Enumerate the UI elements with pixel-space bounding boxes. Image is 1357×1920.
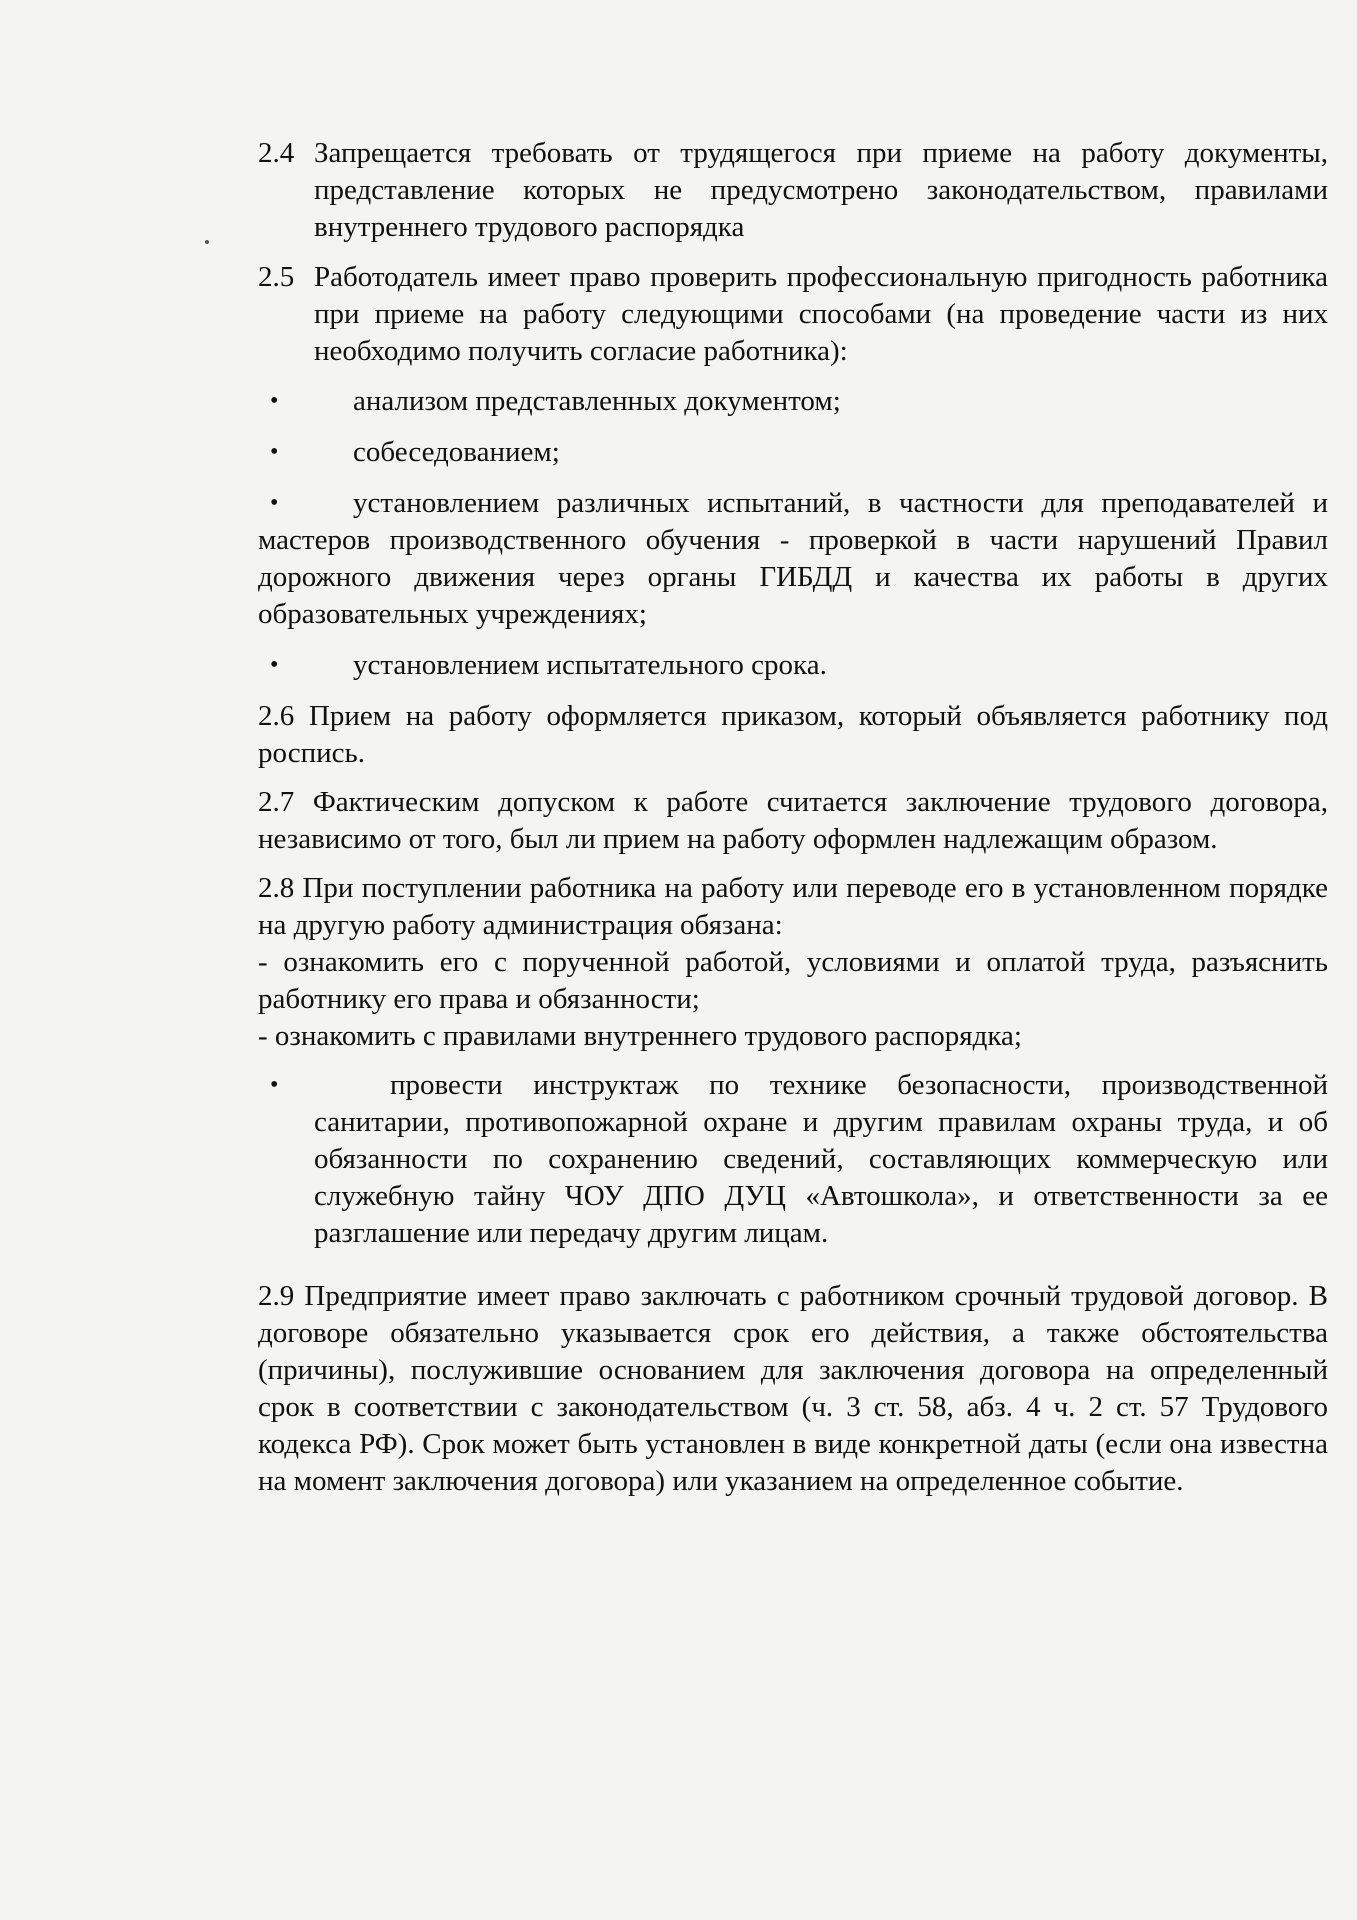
clause-2-7: 2.7 Фактическим допуском к работе считается заключение трудового договора, независимо от того, был ли прием на работу оформлен надлежащим образом. xyxy=(258,786,1328,855)
bullet-text: провести инструктаж по технике безопасности, производственной санитарии, противопожарной охране и другим правилам охраны труда, и об обязанности по сохранению сведений, составляющих коммерческую или служебную тайну ЧОУ ДПО ДУЦ «Автошкола», и ответственности за ее разглашение или передачу другим лицам. xyxy=(314,1069,1328,1249)
bullet-text: анализом представленных документом; xyxy=(353,385,841,417)
clause-number: 2.4 xyxy=(258,137,295,169)
duty-item: - ознакомить с правилами внутреннего трудового распорядка; xyxy=(258,1020,1022,1052)
bullet-text: установлением различных испытаний, в частности для преподавателей и мастеров производственного обучения - проверкой в части нарушений Правил дорожного движения через органы ГИБДД и качества их работы в других образовательных учреждениях; xyxy=(258,487,1328,630)
bullet-item xyxy=(258,383,1328,420)
clause-2-9: 2.9 Предприятие имеет право заключать с работником срочный трудовой договор. В договоре обязательно указывается срок его действия, а также обстоятельства (причины), послужившие основанием для заключения договора на определенный срок в соответствии с законодательством (ч. 3 ст. 58, абз. 4 ч. 2 ст. 57 Трудового кодекса РФ). Срок может быть установлен в виде конкретной даты (если она известна на момент заключения договора) или указанием на определенное событие. xyxy=(258,1280,1328,1497)
duty-item: - ознакомить его с порученной работой, условиями и оплатой труда, разъяснить работнику его права и обязанности; xyxy=(258,946,1328,1015)
bullet-item xyxy=(258,647,1328,684)
bullet-item xyxy=(258,434,1328,471)
scan-speck xyxy=(205,240,209,244)
bullet-text: установлением испытательного срока. xyxy=(353,649,827,681)
clause-number: 2.5 xyxy=(258,261,295,293)
document-body xyxy=(258,135,1328,1500)
clause-text: Запрещается требовать от трудящегося при приеме на работу документы, представление которых не предусмотрено законодательством, правилами внутреннего трудового распорядка xyxy=(314,137,1328,243)
bullet-item xyxy=(258,1067,1328,1252)
bullet-text: собеседованием; xyxy=(353,436,560,468)
clause-2-8: 2.8 При поступлении работника на работу или переводе его в установленном порядке на другую работу администрация обязана: xyxy=(258,872,1328,941)
clause-2-4 xyxy=(258,135,1328,246)
bullet-item xyxy=(258,485,1328,633)
clause-2-6: 2.6 Прием на работу оформляется приказом, который объявляется работнику под роспись. xyxy=(258,700,1328,769)
clause-text: Работодатель имеет право проверить профессиональную пригодность работника при приеме на работу следующими способами (на проведение части из них необходимо получить согласие работника): xyxy=(314,261,1328,367)
clause-2-5 xyxy=(258,259,1328,370)
